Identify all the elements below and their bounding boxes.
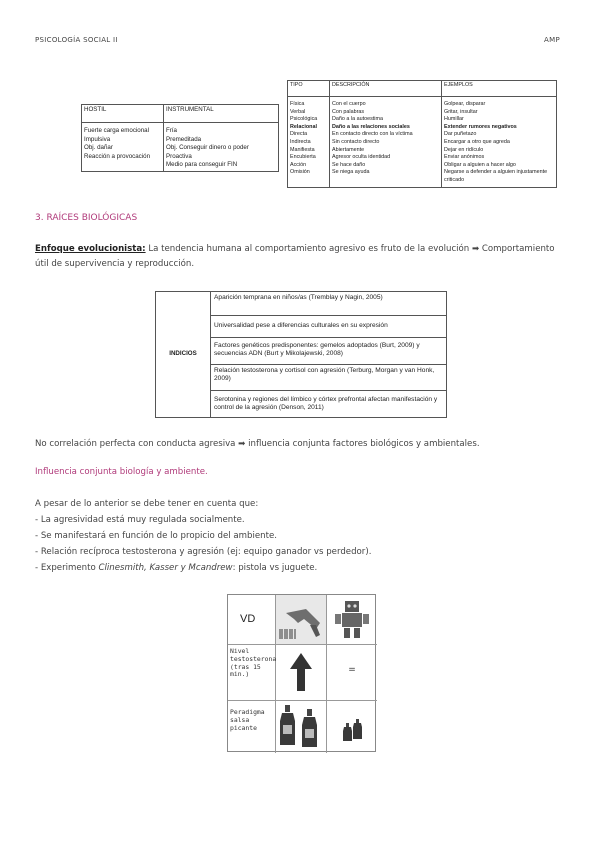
tipo-cell: Psicológica	[288, 116, 330, 124]
list-intro: A pesar de lo anterior se debe tener en cuenta que:	[35, 499, 259, 509]
instrumental-item: Premeditada	[166, 135, 202, 143]
pistol-icon	[276, 595, 326, 644]
arrow-up-icon	[276, 645, 326, 700]
ejemplo-cell: Obligar a alguien a hacer algo	[442, 162, 557, 170]
indicios-table	[155, 291, 447, 418]
section-title: 3. RAÍCES BIOLÓGICAS	[35, 213, 138, 223]
hot-sauce-bottles-icon	[276, 701, 326, 751]
hostil-item: Obj. dañar	[84, 144, 113, 151]
big-sauce-cell	[276, 701, 327, 753]
hostil-item: Fuerte carga emocional	[84, 127, 150, 134]
ejemplos-header: EJEMPLOS	[442, 81, 557, 97]
indicios-label: INDICIOS	[156, 292, 211, 418]
descripcion-header: DESCRIPCIÓN	[330, 81, 442, 97]
list-item: - La agresividad está muy regulada socialmente.	[35, 515, 245, 525]
descripcion-cell: Se niega ayuda	[330, 169, 442, 187]
descripcion-cell: Agresor oculta identidad	[330, 154, 442, 162]
tipos-agresion-table	[287, 80, 557, 188]
ejemplo-cell: Enviar anónimos	[442, 154, 557, 162]
instrumental-item: Proactiva	[166, 152, 192, 160]
ejemplo-cell: Golpear, disparar	[442, 97, 557, 109]
exp-prefix: - Experimento	[35, 563, 99, 573]
instrumental-item: Fría	[166, 127, 178, 134]
indicio-item: Universalidad pese a diferencias culturales en su expresión	[211, 316, 447, 338]
indicio-item: Aparición temprana en niños/as (Tremblay y Nagin, 2005)	[211, 292, 447, 316]
tipo-cell: Directa	[288, 131, 330, 139]
tipo-cell: Manifiesta	[288, 147, 330, 155]
ejemplo-cell: Dar puñetazo	[442, 131, 557, 139]
descripcion-cell: En contacto directo con la víctima	[330, 131, 442, 139]
descripcion-cell: Con el cuerpo	[330, 97, 442, 109]
small-sauce-bottles-icon	[327, 701, 376, 751]
instrumental-item: Medio para conseguir FIN	[166, 161, 238, 168]
ejemplo-cell: Humillar	[442, 116, 557, 124]
list-item-experiment	[35, 560, 371, 576]
hostil-item: Impulsiva	[84, 135, 111, 143]
instrumental-item: Obj. Conseguir dinero o poder	[166, 144, 249, 151]
testosterona-label: Nivel testosterona (tras 15 min.)	[228, 645, 276, 701]
descripcion-cell: Sin contacto directo	[330, 139, 442, 147]
tipo-cell: Omisión	[288, 169, 330, 187]
ejemplo-cell: Dejar en ridículo	[442, 147, 557, 155]
equal-sign: =	[327, 645, 377, 701]
list-item: - Relación recíproca testosterona y agresión (ej: equipo ganador vs perdedor).	[35, 547, 372, 557]
arrow-cell	[276, 645, 327, 701]
list-item: - Se manifestará en función de lo propicio del ambiente.	[35, 531, 277, 541]
exp-authors: Clinesmith, Kasser y Mcandrew	[98, 563, 233, 573]
ejemplo-cell: Gritar, insultar	[442, 109, 557, 117]
descripcion-cell: Abiertamente	[330, 147, 442, 155]
header-initials: AMP	[544, 36, 560, 44]
tipo-cell: Acción	[288, 162, 330, 170]
enfoque-paragraph	[35, 242, 565, 272]
influencia-title: Influencia conjunta biología y ambiente.	[35, 467, 208, 477]
ejemplo-cell: Encargar a otro que agreda	[442, 139, 557, 147]
exp-suffix: : pistola vs juguete.	[232, 563, 318, 573]
indicio-item: Relación testosterona y cortisol con agresión (Terburg, Morgan y van Honk, 2009)	[211, 365, 447, 391]
descripcion-cell: Con palabras	[330, 109, 442, 117]
hostil-instrumental-table	[81, 104, 279, 172]
tipo-cell: Indirecta	[288, 139, 330, 147]
tipo-cell: Relacional	[288, 124, 330, 132]
small-sauce-cell	[327, 701, 377, 753]
salsa-label: Peradigma salsa picante	[228, 701, 276, 753]
ejemplo-cell: Negarse a defender a alguien injustamente criticado	[442, 169, 557, 187]
hostil-item: Reacción a provocación	[84, 152, 151, 160]
toy-robot-icon	[327, 595, 376, 644]
gun-cell	[276, 595, 327, 645]
indicio-item: Serotonina y regiones del límbico y córtex prefrontal afectan manifestación y control de la agresión (Denson, 2011)	[211, 391, 447, 418]
tipo-header: TIPO	[288, 81, 330, 97]
no-correlacion-text: No correlación perfecta con conducta agresiva ➡ influencia conjunta factores biológicos y ambientales.	[35, 439, 480, 449]
tipo-cell: Encubierta	[288, 154, 330, 162]
enfoque-text: La tendencia humana al comportamiento agresivo es fruto de la evolución ➡ Comportamiento útil de supervivencia y reproducción.	[35, 244, 555, 269]
experiment-figure	[227, 594, 376, 752]
hostil-header: HOSTIL	[82, 105, 164, 123]
vd-cell: VD	[228, 595, 276, 645]
descripcion-cell: Daño a las relaciones sociales	[330, 124, 442, 132]
tipo-cell: Verbal	[288, 109, 330, 117]
toy-cell	[327, 595, 377, 645]
header-course: PSICOLOGÍA SOCIAL II	[35, 36, 118, 44]
instrumental-header: INSTRUMENTAL	[164, 105, 279, 123]
tipo-cell: Física	[288, 97, 330, 109]
enfoque-label: Enfoque evolucionista:	[35, 244, 146, 254]
descripcion-cell: Se hace daño	[330, 162, 442, 170]
ejemplo-cell: Extender rumores negativos	[442, 124, 557, 132]
descripcion-cell: Daño a la autoestima	[330, 116, 442, 124]
considerations-list	[35, 496, 371, 576]
indicio-item: Factores genéticos predisponentes: gemelos adoptados (Burt, 2009) y secuencias ADN (Burt y Mikolajewski, 2008)	[211, 338, 447, 365]
